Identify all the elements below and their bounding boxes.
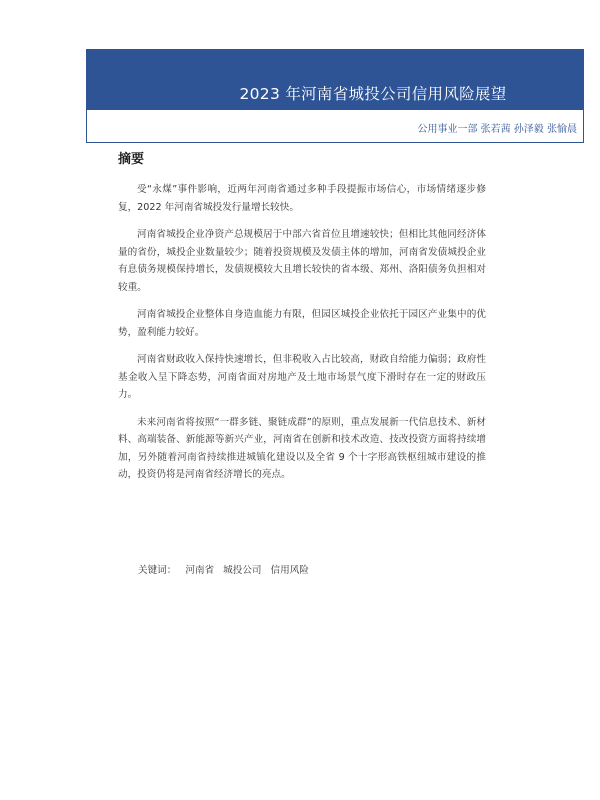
- abstract-paragraph: 河南省城投企业整体自身造血能力有限，但园区城投企业依托于园区产业集中的优势，盈利能力较好。: [118, 309, 486, 338]
- keywords-label: 关键词：: [138, 565, 177, 576]
- abstract-paragraph: 河南省城投企业净资产总规模居于中部六省首位且增速较快；但相比其他同经济体量的省份，城投企业数量较少；随着投资规模及发债主体的增加，河南省发债城投企业有息债务规模保持增长，发债规模较大且增长较快的省本级、郑州、洛阳债务负担相对较重。: [118, 229, 486, 293]
- keyword-item: 城投公司: [223, 565, 262, 576]
- keyword-item: 信用风险: [270, 565, 309, 576]
- abstract-section: [118, 148, 486, 494]
- report-authors: 公用事业一部 张若茜 孙泽毅 张愉晨: [417, 124, 577, 135]
- abstract-paragraph: 河南省财政收入保持快速增长，但非税收入占比较高，财政自给能力偏弱；政府性基金收入呈下降态势，河南省面对房地产及土地市场景气度下滑时存在一定的财政压力。: [118, 354, 486, 400]
- abstract-paragraph: 受“永煤”事件影响，近两年河南省通过多种手段提振市场信心，市场情绪逐步修复，2022 年河南省城投发行量增长较快。: [118, 184, 486, 213]
- keywords-line: [138, 562, 318, 576]
- report-title: 2023 年河南省城投公司信用风险展望: [239, 85, 507, 103]
- report-header: [86, 49, 584, 143]
- title-band: [87, 50, 583, 110]
- abstract-paragraph: 未来河南省将按照“一群多链、聚链成群”的原则，重点发展新一代信息技术、新材料、高端装备、新能源等新兴产业，河南省在创新和技术改造、技改投资方面将持续增加，另外随着河南省持续推进城镇化建设以及全省 9 个十字形高铁枢纽城市建设的推动，投资仍将是河南省经济增长的亮点。: [118, 416, 486, 480]
- abstract-heading: 摘要: [118, 152, 145, 167]
- keyword-item: 河南省: [185, 565, 215, 576]
